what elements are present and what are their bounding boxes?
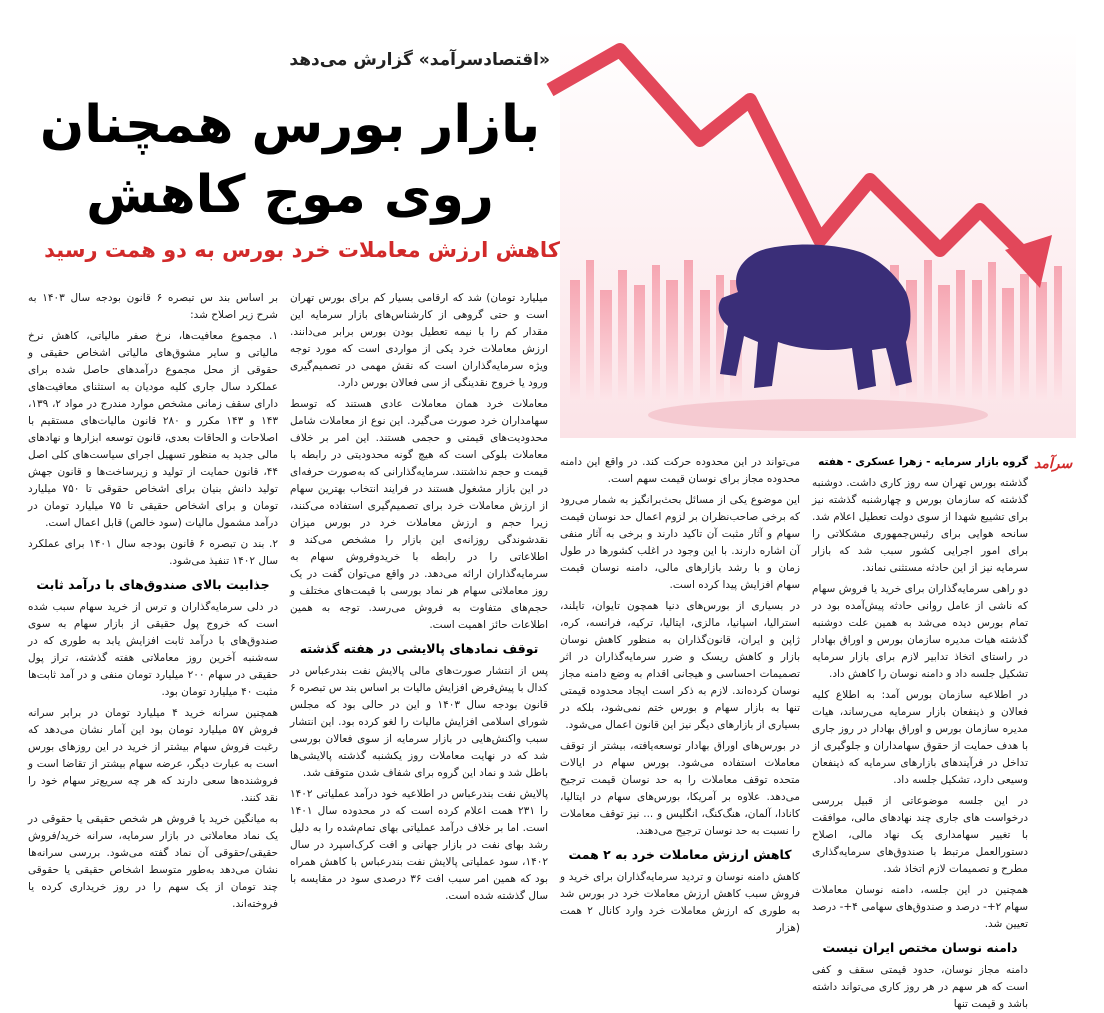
col4-paragraph-4: در دلی سرمایه‌گذاران و ترس از خرید سهام سبب شده است که خروج پول حقیقی از بازار سهام به سوی صندوق‌های با درآمد ثابت افزایش یابد به طوری که در سه‌شنبه آخرین روز معاملاتی هفته گذشته، تراز پول حقیقی در سهام ۲۰۰ میلیارد تومان منفی و در آمد ثابت‌ها مثبت ۴۰ میلیارد تومان بود. <box>28 601 278 698</box>
col1-subheading: دامنه نوسان مختص ایران نیست <box>822 940 1018 955</box>
col3-subheading: توقف نمادهای پالایشی در هفته گذشته <box>299 641 539 656</box>
col2-paragraph-5: کاهش دامنه نوسان و تردید سرمایه‌گذاران برای خرید و فروش سبب کاهش ارزش معاملات خرد در بورس شد به طوری که ارزش معاملات خرد وارد کانال ۲ همت (هزار <box>560 871 800 934</box>
column-2 <box>560 454 800 954</box>
col1-paragraph-6: دامنه مجاز نوسان، حدود قیمتی سقف و کفی است که هر سهم در هر روز کاری می‌تواند داشته باشد و قیمت تنها <box>812 964 1028 1010</box>
col2-paragraph-3: در بسیاری از بورس‌های دنیا همچون تایوان، تایلند، استرالیا، اسپانیا، مالزی، ایتالیا، ترکیه، فرانسه، کره، ژاپن و ایران، قانون‌گذاران به منظور کاهش نوسان بازار و کاهش ریسک و ضرر سرمایه‌گذاران در اثر تصمیمات احساسی و هیجانی اقدام به وضع دامنه مجاز نوسان کرده‌اند. لازم به ذکر است ایجاد محدوده قیمتی تنها به بازار سهام و بورس ختم نمی‌شود، بلکه در بسیاری از بازارهای دیگر نیز این قانون اعمال می‌شود. <box>560 600 800 731</box>
col1-paragraph-4: در این جلسه موضوعاتی از قبیل بررسی درخواست های جاری چند نهادهای مالی، موافقت با تغییر سهامداری یک نهاد مالی، اصلاح دستورالعمل مرتبط با صندوق‌های سرمایه‌گذاری مطرح و تصمیمات لازم اتخاذ شد. <box>812 795 1028 875</box>
col1-paragraph-2: دو راهی سرمایه‌گذاران برای خرید یا فروش سهام که ناشی از عامل روانی حادثه پیش‌آمده بود در تمام بورس دیده می‌شد به همین علت دوشنبه گذشته هیات مدیره سازمان بورس و اوراق بهادار در راستای اتخاذ تدابیر لازم برای بازار سرمایه تشکیل جلسه داد و دامنه نوسان را کاهش داد. <box>812 583 1028 680</box>
col4-subheading: جذابیت بالای صندوق‌های با درآمد ثابت <box>36 577 270 592</box>
bear-chart-illustration <box>560 30 1076 438</box>
col3-paragraph-2: معاملات خرد همان معاملات عادی هستند که توسط سهامداران خرد صورت می‌گیرد. این نوع از معاملات شامل محدودیت‌های قیمتی و حجمی هستند. این امر بر خلاف معاملات بلوکی است که هیچ گونه محدودیتی در رابطه با قیمت و حجم نداشتند. سرمایه‌گذارانی که به‌صورت حرفه‌ای در این بازار مشغول هستند در فرایند انتخاب بهترین سهام از ارزش معاملات خرد برای تصمیم‌گیری استفاده می‌کنند، زیرا حجم و ارزش معاملات خرد در بورس میزان نقدشوندگی روزانه‌ی این بازار را مشخص می‌کند و اطلاعاتی را در رابطه با خریدوفروش سهام به سرمایه‌گذاران ارائه می‌دهد. در واقع می‌توان گفت در یک روز معاملاتی سهام هر نماد بورسی با قیمت‌های مختلف و حجم‌های متفاوت به فروش می‌رسد. توجه به همین اطلاعات حائز اهمیت است. <box>290 398 548 631</box>
bear-market-photo <box>560 30 1076 438</box>
column-3 <box>290 290 548 954</box>
col2-paragraph-4: در بورس‌های اوراق بهادار توسعه‌یافته، بیشتر از توقف معاملات استفاده می‌شود. بورس سهام در ایالات متحده توقف معاملات را به حد نوسان قیمت ترجیح می‌دهد. علاوه بر آمریکا، بورس‌های سهام در ایتالیا، کانادا، آلمان، هنگ‌کنگ، انگلیس و ... نیز توقف معاملات را نسبت به حد نوسان ترجیح می‌دهند. <box>560 740 800 837</box>
col3-paragraph-1: میلیارد تومان) شد که ارقامی بسیار کم برای بورس تهران است و حتی گروهی از کارشناس‌های بازار سرمایه این مقدار کم را با نیمه تعطیل بودن بورس برابر می‌دانند. ارزش معاملات خرد یکی از مواردی است که مورد توجه ویژه سرمایه‌گذاران است که نقش مهمی در تصمیم‌گیری ورود یا خروج نقدینگی از سی فعالان بورس دارد. <box>290 292 548 389</box>
col4-paragraph-5: همچنین سرانه خرید ۴ میلیارد تومان در برابر سرانه فروش ۵۷ میلیارد تومان بود این آمار نشان می‌دهد که رغبت فروش سهام بیشتر از خرید در این روزهای بورس است به عبارت دیگر، عرضه سهام بیشتر از تقاضا است و فروشنده‌ها سعی دارند که هر چه سریع‌تر سهام خود را نقد کنند. <box>28 707 279 804</box>
headline <box>30 90 550 230</box>
kicker: «اقتصادسرآمد» گزارش می‌دهد <box>289 50 550 70</box>
col4-paragraph-2: ۱. مجموع معافیت‌ها، نرخ صفر مالیاتی، کاهش نرخ مالیاتی و سایر مشوق‌های مالیاتی اشخاص حقیقی و حقوقی از محل مجموع درآمدهای حاصل شده برای عملکرد سال جاری کلیه مودیان به استثنای معافیت‌های دارای سقف زمانی مشخص موارد مندرج در مواد ۲، ۱۳۹، ۱۴۳ و ۱۴۳ مکرر و ۲۸۰ قانون مالیات‌های مستقیم با اصلاحات و الحاقات بعدی، قانون توسعه ابزارها و نهادهای مالی جدید به منظور تسهیل اجرای سیاست‌های کلی اصل ۴۴، قانون حمایت از تولید و زیرساخت‌ها و قانون جهش تولید دانش بنیان برای اشخاص حقوقی تا ۷۵۰ میلیارد تومان و برای اشخاص حقیقی تا ۷۵ میلیارد تومان در درآمد مشمول مالیات (سود خالص) قابل اعمال است. <box>28 330 279 529</box>
column-4 <box>28 290 278 954</box>
col4-paragraph-1: بر اساس بند س تبصره ۶ قانون بودجه سال ۱۴۰۳ به شرح زیر اصلاح شد: <box>28 292 279 321</box>
publication-logo: سرآمد <box>1034 456 1073 472</box>
col4-paragraph-3: ۲. بند ن تبصره ۶ قانون بودجه سال ۱۴۰۱ برای عملکرد سال ۱۴۰۲ تنفیذ می‌شود. <box>28 538 278 567</box>
headline-line-2: روی موج کاهش <box>86 165 494 225</box>
col2-paragraph-1: می‌تواند در این محدوده حرکت کند. در واقع این دامنه محدوده مجاز برای نوسان قیمت سهم است. <box>560 456 800 485</box>
col2-subheading: کاهش ارزش معاملات خرد به ۲ همت <box>568 847 792 862</box>
col1-paragraph-1: گذشته بورس تهران سه روز کاری داشت. دوشنبه گذشته که سازمان بورس و چهارشنبه گذشته نیز برای تشییع شهدا از سوی دولت تعطیل اعلام شد. سانحه هوایی برای رئیس‌جمهوری مشکلاتی را برای امور اجرایی کشور سبب شد که بازار سرمایه نیز از این حادثه مستثنی نماند. <box>812 477 1028 574</box>
headline-line-1: بازار بورس همچنان <box>39 95 541 155</box>
col1-paragraph-3: در اطلاعیه سازمان بورس آمد: به اطلاع کلیه فعالان و ذینفعان بازار سرمایه می‌رساند، هیات مدیره سازمان بورس و اوراق بهادار در روز جاری با هدف حمایت از حقوق سهامداران و جلوگیری از تداخل در فرآیندهای بازارهای سرمایه که ذینفعان وسیعی دارد، تشکیل جلسه داد. <box>812 689 1028 786</box>
col4-paragraph-6: به میانگین خرید یا فروش هر شخص حقیقی یا حقوقی در یک نماد معاملاتی در بازار سرمایه، سرانه خرید/فروش حقیقی/حقوقی آن نماد گفته می‌شود. بررسی سرانه‌ها نشان می‌دهد به‌طور متوسط اشخاص حقیقی یا حقوقی چند تومان از یک سهم را در روز خریداری کرده یا فروخته‌اند. <box>28 813 278 910</box>
byline: گروه بازار سرمایه - زهرا عسکری - هفته <box>818 456 1028 468</box>
subheading: کاهش ارزش معاملات خرد بورس به دو همت رسید <box>44 238 560 262</box>
col1-paragraph-5: همچنین در این جلسه، دامنه نوسان معاملات سهام ۲+- درصد و صندوق‌های سهامی ۴+- درصد تعیین شد. <box>812 884 1029 930</box>
col2-paragraph-2: این موضوع یکی از مسائل بحث‌برانگیز به شمار می‌رود که برخی صاحب‌نظران بر لزوم اعمال حد نوسان قیمت سهام و آثار مثبت آن تاکید دارند و برخی به آثار منفی آن اشاره دارند. با این وجود در اغلب کشورها در طول زمان و با رشد بازارهای مالی، دامنه نوسان قیمت سهام افزایش پیدا کرده است. <box>560 494 800 591</box>
col3-paragraph-3: پس از انتشار صورت‌های مالی پالایش نفت بندرعباس در کدال با پیش‌فرض افزایش مالیات بر اساس بند س تبصره ۶ قانون بودجه سال ۱۴۰۳ و این در حالی بود که مجلس شورای اسلامی افزایش مالیات را لغو کرده بود. این انتشار سبب واکنش‌هایی در بازار سرمایه از سوی فعالان بورسی شد که در نهایت معاملات روز یکشنبه گذشته پالایشی‌ها باطل شد و نماد این گروه برای شفاف شدن متوقف شد. <box>290 665 548 779</box>
col3-paragraph-4: پالایش نفت بندرعباس در اطلاعیه خود درآمد عملیاتی ۱۴۰۲ را ۲۳۱ همت اعلام کرده است که در محدوده سال ۱۴۰۱ است. اما بر خلاف درآمد عملیاتی بهای تمام‌شده را به دلیل رشد بهای نفت در بازار جهانی و افت کرک‌اسپرد در سال ۱۴۰۲، سود عملیاتی پالایش نفت بندرعباس با کاهش همراه بود که همین امر سبب افت ۳۶ درصدی سود در مقایسه با سال گذشته شده است. <box>290 788 549 902</box>
column-1 <box>812 454 1029 1010</box>
